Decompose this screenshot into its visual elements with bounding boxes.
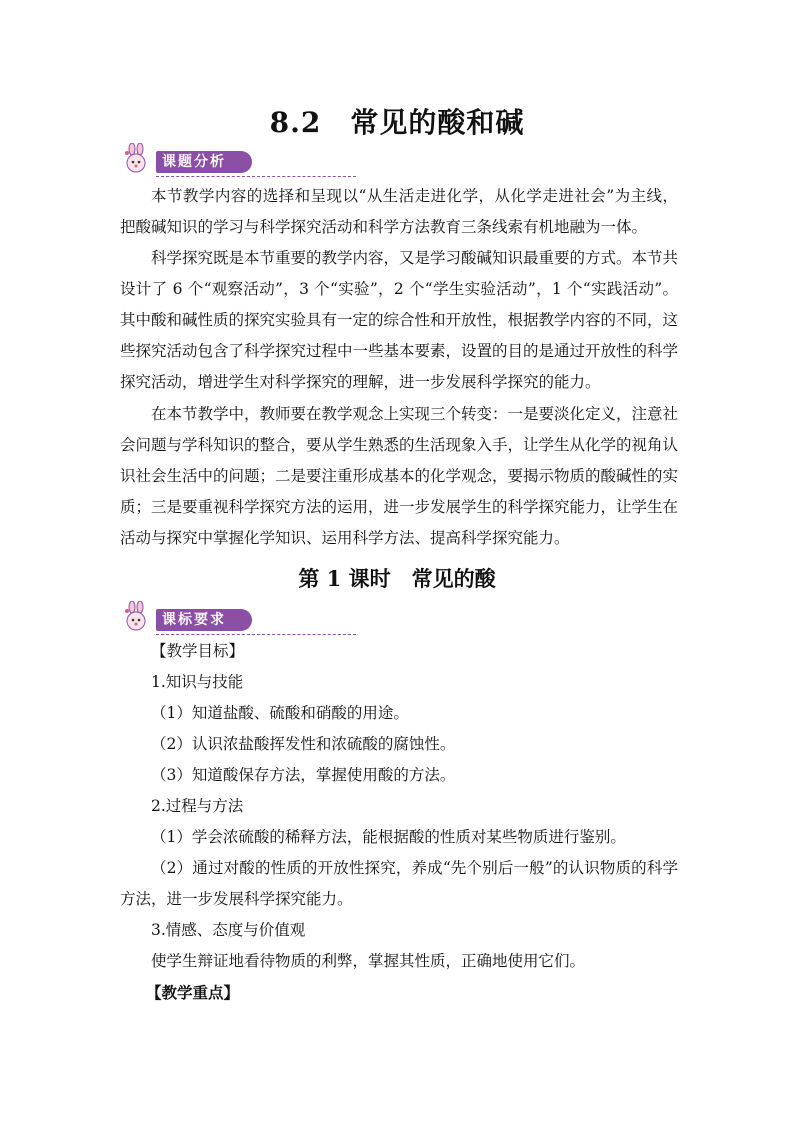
analysis-paragraph-3: 在本节教学中，教师要在教学观念上实现三个转变：一是要淡化定义，注意社会问题与学科知识的整合，要从学生熟悉的生活现象入手，让学生从化学的视角认识社会生活中的问题；二是要注重形成基本的化学观念，要揭示物质的酸碱性的实质；三是要重视科学探究方法的运用，进一步发展学生的科学探究能力，让学生在活动与探究中掌握化学知识、运用科学方法、提高科学探究能力。 [120,405,679,547]
goal-3-text: 使学生辩证地看待物质的利弊，掌握其性质，正确地使用它们。 [151,952,586,970]
section-badge-label: 课题分析 [156,151,252,173]
section-badge-label: 课标要求 [156,609,252,631]
section-badge-analysis [118,143,248,179]
analysis-paragraph-1: 本节教学内容的选择和呈现以“从生活走进化学，从化学走进社会”为主线，把酸碱知识的学习与科学探究活动和科学方法教育三条线索有机地融为一体。 [120,187,678,236]
page-title: 8.2 常见的酸和碱 [269,106,525,139]
goal-1-item-1: （1）知道盐酸、硫酸和硝酸的用途。 [151,704,409,722]
goals-heading: 【教学目标】 [151,642,245,660]
rabbit-mascot-icon [118,143,158,179]
goal-1-heading: 1.知识与技能 [151,673,244,691]
goal-2-item-2: （2）通过对酸的性质的开放性探究，养成“先个别后一般”的认识物质的科学方法，进一步发展科学探究能力。 [120,859,678,908]
goal-2-heading: 2.过程与方法 [151,797,244,815]
goal-2-item-1: （1）学会浓硫酸的稀释方法，能根据酸的性质对某些物质进行鉴别。 [151,828,626,846]
section-badge-requirements [118,601,248,637]
goal-3-heading: 3.情感、态度与价值观 [151,921,306,939]
goal-1-item-3: （3）知道酸保存方法，掌握使用酸的方法。 [151,766,456,784]
badge-underline [156,176,356,178]
rabbit-mascot-icon [118,601,158,637]
goal-1-item-2: （2）认识浓盐酸挥发性和浓硫酸的腐蚀性。 [151,735,456,753]
key-points-heading: 【教学重点】 [146,983,240,1002]
lesson-title: 第 1 课时 常见的酸 [298,566,496,591]
analysis-paragraph-2: 科学探究既是本节重要的教学内容，又是学习酸碱知识最重要的方式。本节共设计了 6 个“观察活动”，3 个“实验”，2 个“学生实验活动”，1 个“实践活动”。其中酸和碱性质的探究实验具有一定的综合性和开放性，根据教学内容的不同，这些探究活动包含了科学探究过程中一些基本要素，设置的目的是通过开放性的科学探究活动，增进学生对科学探究的理解，进一步发展科学探究的能力。 [120,249,679,391]
